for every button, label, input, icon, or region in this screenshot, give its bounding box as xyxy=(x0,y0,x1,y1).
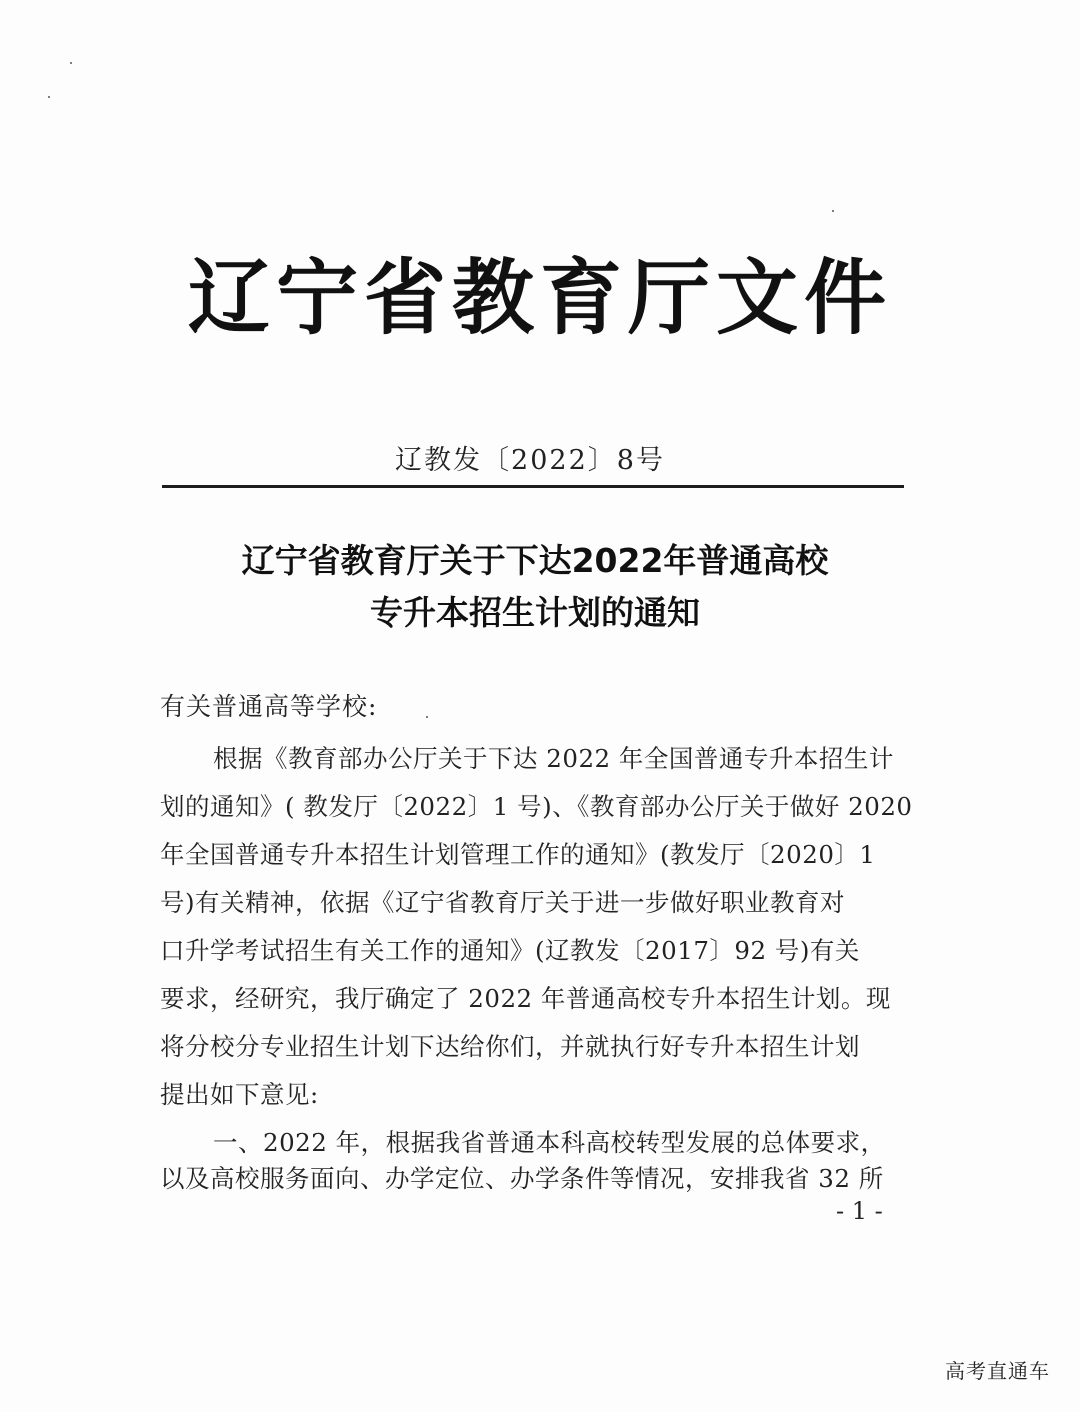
scan-speck xyxy=(48,96,50,98)
body-line: 根据《教育部办公厅关于下达 2022 年全国普通专升本招生计 xyxy=(213,744,894,773)
document-title-line-1: 辽宁省教育厅关于下达2022年普通高校 xyxy=(241,541,829,580)
body-line: 口升学考试招生有关工作的通知》(辽教发〔2017〕92 号)有关 xyxy=(160,936,860,965)
scan-speck xyxy=(832,210,834,212)
body-line: 划的通知》( 教发厅〔2022〕1 号)、《教育部办公厅关于做好 2020 xyxy=(160,792,913,821)
document-title-line-2: 专升本招生计划的通知 xyxy=(370,593,700,632)
issuing-authority-banner: 辽宁省教育厅文件 xyxy=(187,251,892,346)
body-line: 提出如下意见: xyxy=(160,1080,319,1109)
body-line: 年全国普通专升本招生计划管理工作的通知》(教发厅〔2020〕1 xyxy=(160,840,876,869)
body-line: 将分校分专业招生计划下达给你们，并就执行好专升本招生计划 xyxy=(160,1032,860,1061)
scan-speck xyxy=(70,62,72,64)
body-line: 一、2022 年，根据我省普通本科高校转型发展的总体要求， xyxy=(213,1128,886,1157)
page-number: - 1 - xyxy=(836,1197,883,1225)
header-divider xyxy=(162,485,904,488)
body-line: 以及高校服务面向、办学定位、办学条件等情况，安排我省 32 所 xyxy=(160,1164,884,1193)
scan-speck xyxy=(426,716,428,718)
body-line: 号)有关精神，依据《辽宁省教育厅关于进一步做好职业教育对 xyxy=(160,888,846,917)
watermark-text: 高考直通车 xyxy=(945,1359,1050,1383)
salutation: 有关普通高等学校: xyxy=(160,692,378,721)
document-number: 辽教发〔2022〕8号 xyxy=(395,445,665,476)
body-line: 要求，经研究，我厅确定了 2022 年普通高校专升本招生计划。现 xyxy=(160,984,891,1013)
